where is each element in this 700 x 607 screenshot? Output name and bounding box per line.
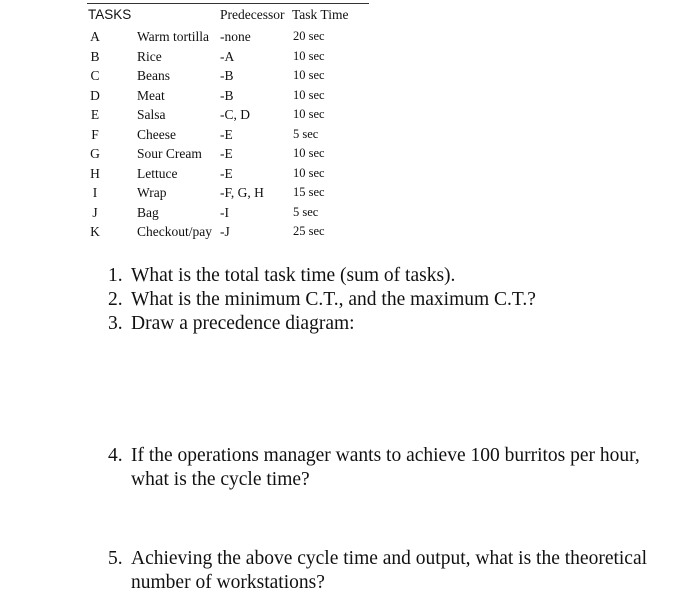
task-letter: H — [90, 165, 100, 181]
table-row — [0, 164, 700, 184]
question-text: Draw a precedence diagram: — [131, 313, 355, 334]
question-5 — [108, 547, 668, 595]
question-text: What is the minimum C.T., and the maximum C.T.? — [131, 289, 536, 310]
task-letter: I — [92, 185, 98, 200]
task-predecessor: -E — [220, 146, 233, 161]
table-row — [0, 125, 700, 145]
task-time: 5 sec — [293, 204, 319, 219]
table-row — [0, 183, 700, 203]
task-letter: A — [90, 29, 100, 44]
question-1 — [108, 264, 668, 288]
task-time: 10 sec — [293, 48, 325, 63]
task-name: Bag — [137, 204, 159, 220]
question-2 — [108, 288, 668, 312]
task-time: 10 sec — [293, 146, 325, 160]
task-predecessor: -A — [220, 48, 235, 64]
task-time: 10 sec — [293, 165, 325, 180]
task-predecessor: -F, G, H — [220, 185, 264, 200]
task-name: Rice — [137, 48, 162, 64]
task-predecessor: -I — [220, 204, 229, 220]
table-row — [0, 27, 700, 47]
table-row — [0, 222, 700, 242]
table-row — [0, 105, 700, 125]
question-number: 2. — [108, 289, 123, 310]
table-row — [0, 86, 700, 106]
task-time: 10 sec — [293, 68, 325, 82]
task-letter: K — [90, 224, 100, 239]
question-text: Achieving the above cycle time and output, what is the theoretical number of workstations? — [131, 548, 648, 593]
task-letter: F — [91, 126, 99, 142]
task-time: 15 sec — [293, 185, 325, 199]
task-name: Beans — [137, 68, 170, 83]
question-4 — [108, 444, 668, 492]
table-top-rule — [87, 3, 369, 4]
task-predecessor: -none — [220, 29, 251, 44]
task-name: Checkout/pay — [137, 224, 212, 239]
task-time: 20 sec — [293, 29, 325, 43]
table-row — [0, 144, 700, 164]
task-name: Lettuce — [137, 165, 178, 181]
header-predecessor: Predecessor — [220, 7, 285, 22]
task-name: Sour Cream — [137, 146, 202, 161]
task-name: Meat — [137, 87, 165, 103]
task-letter: E — [90, 107, 100, 122]
task-time: 5 sec — [293, 126, 319, 141]
task-name: Warm tortilla — [137, 29, 210, 44]
task-letter: G — [90, 146, 100, 161]
task-name: Cheese — [137, 126, 176, 142]
task-predecessor: -B — [220, 87, 234, 103]
task-time: 25 sec — [293, 224, 325, 238]
task-time: 10 sec — [293, 107, 325, 121]
task-letter: C — [90, 68, 100, 83]
header-task-time: Task Time — [292, 7, 349, 22]
task-name: Salsa — [137, 107, 166, 122]
table-row — [0, 203, 700, 223]
table-row — [0, 47, 700, 67]
question-number: 5. — [108, 548, 123, 569]
question-text: If the operations manager wants to achieve 100 burritos per hour, what is the cycle time? — [131, 445, 640, 490]
task-predecessor: -B — [220, 68, 234, 83]
table-row — [0, 66, 700, 86]
task-predecessor: -E — [220, 165, 233, 181]
question-text: What is the total task time (sum of tasks). — [131, 265, 456, 286]
header-tasks: TASKS — [88, 7, 132, 22]
task-letter: J — [92, 204, 98, 220]
question-number: 3. — [108, 313, 123, 334]
task-letter: D — [90, 87, 100, 103]
task-letter: B — [90, 48, 100, 64]
task-time: 10 sec — [293, 87, 325, 102]
question-number: 1. — [108, 265, 123, 286]
task-table — [0, 27, 700, 242]
task-predecessor: -C, D — [220, 107, 250, 122]
question-number: 4. — [108, 445, 123, 466]
task-predecessor: -J — [220, 224, 230, 239]
task-predecessor: -E — [220, 126, 233, 142]
task-name: Wrap — [137, 185, 167, 200]
question-3 — [108, 312, 668, 336]
